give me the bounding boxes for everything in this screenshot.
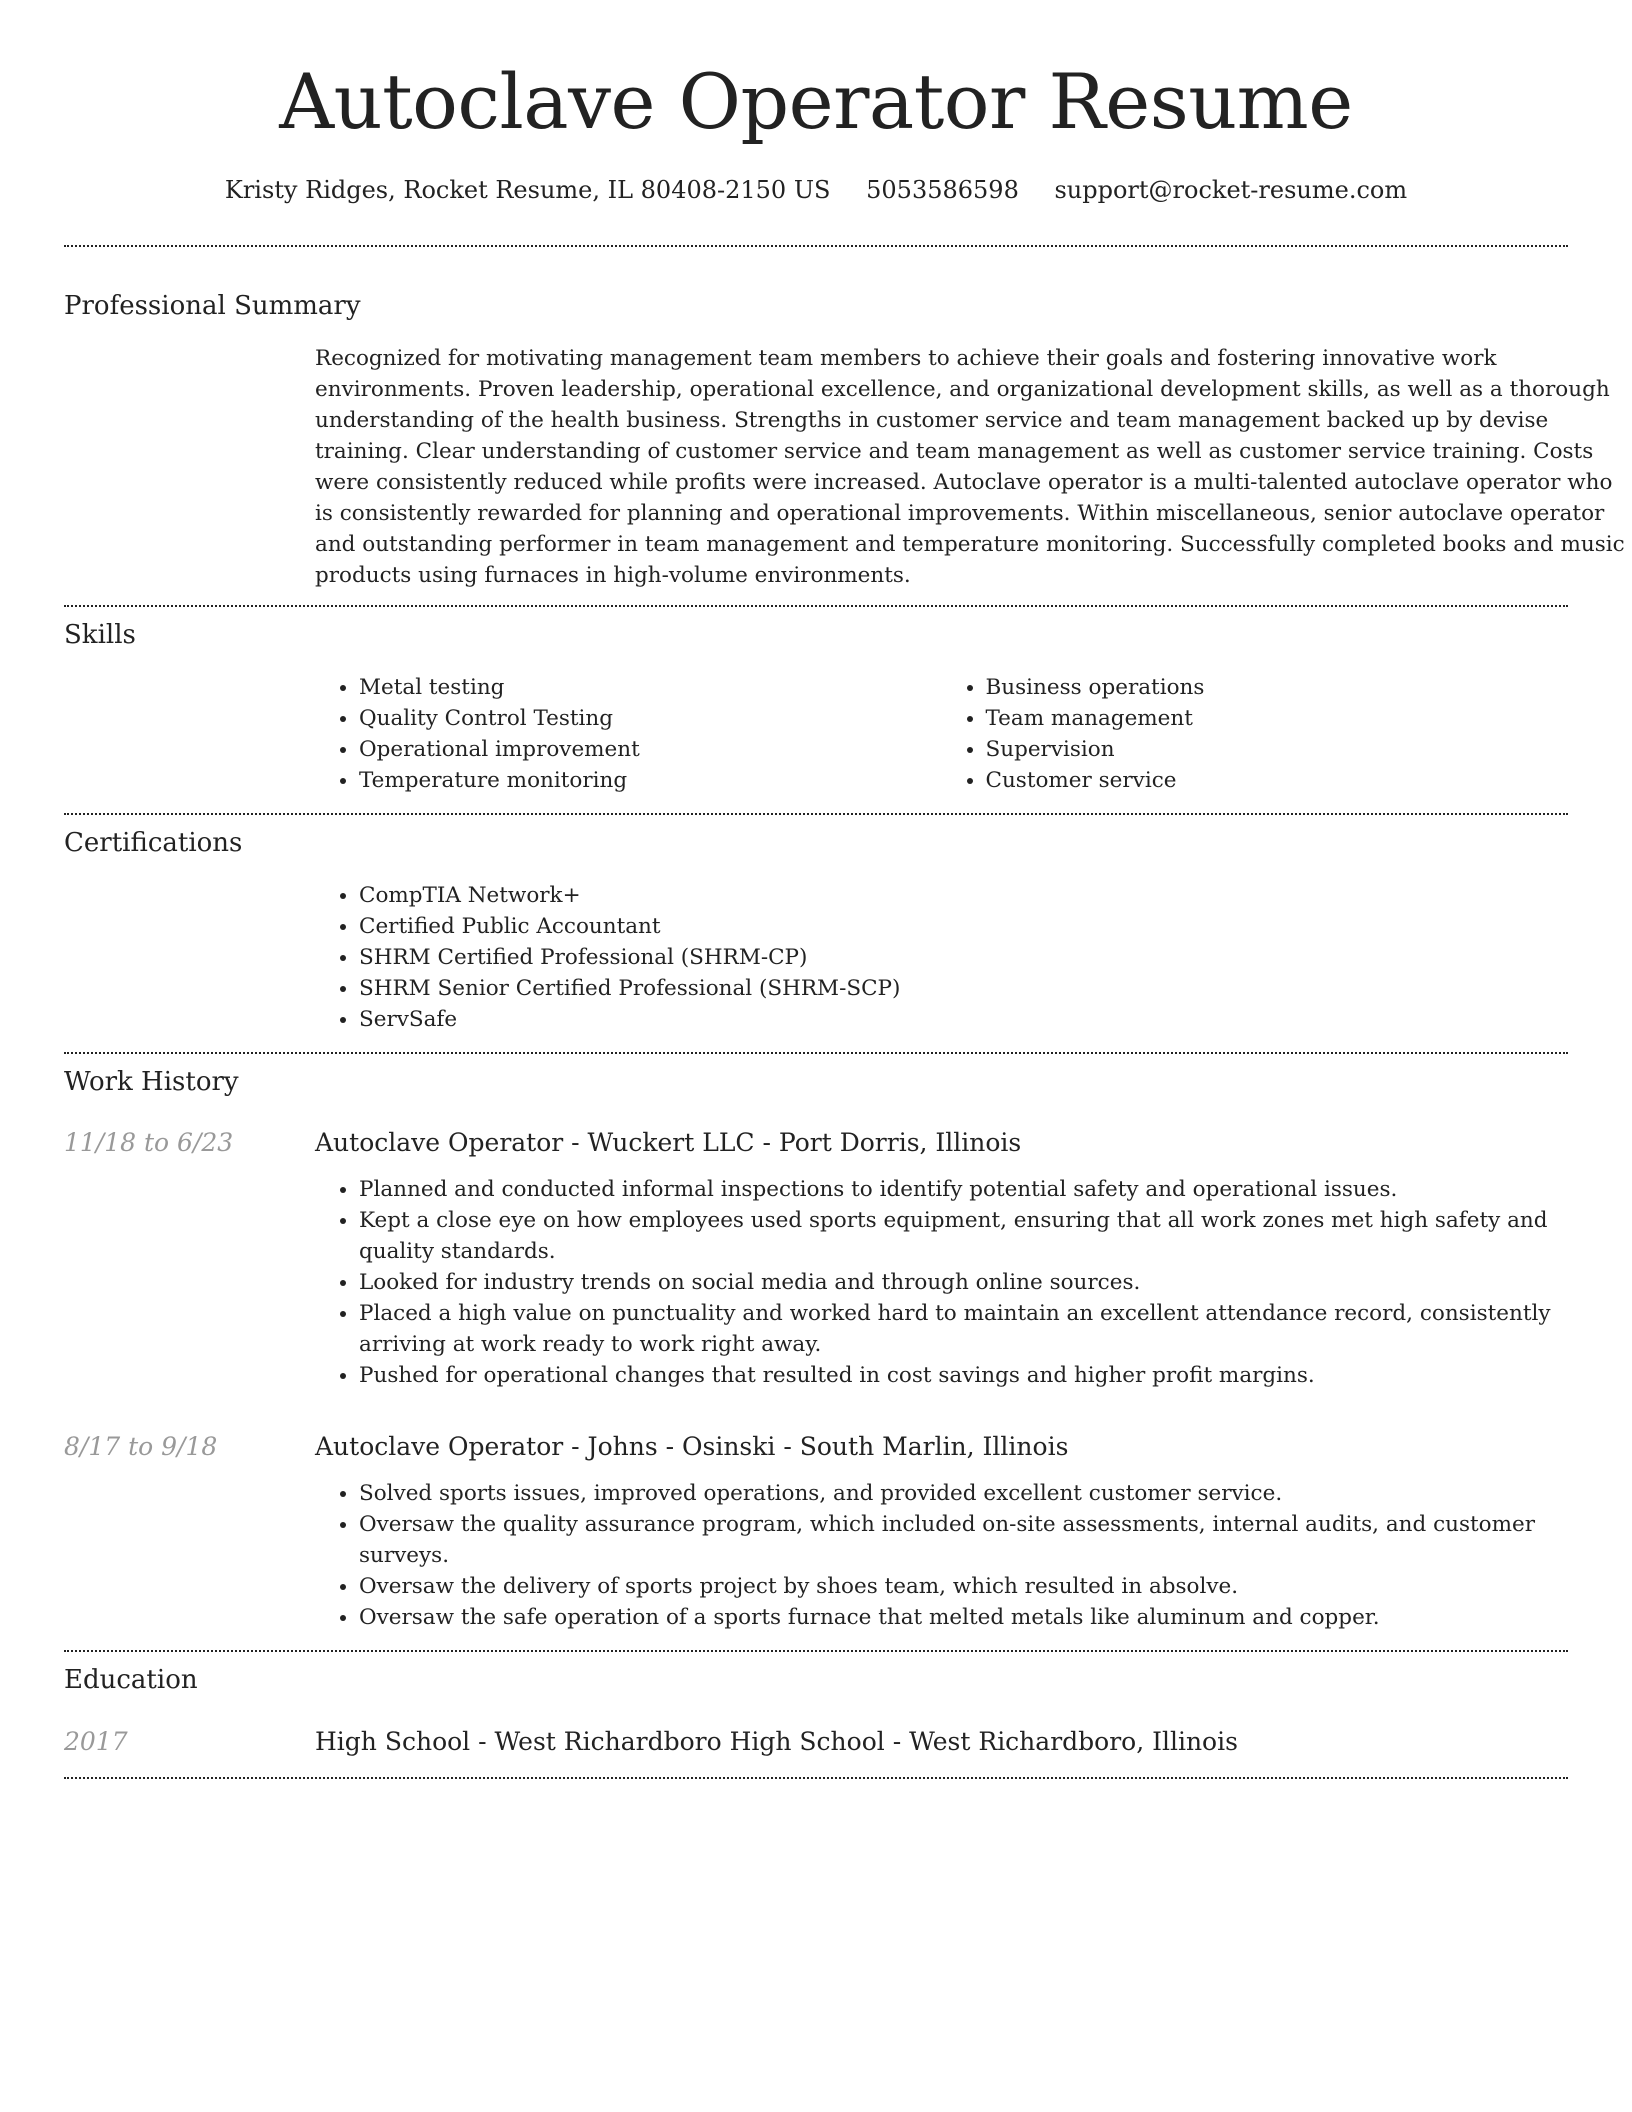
skills-grid bbox=[315, 672, 1568, 796]
certifications-list bbox=[315, 880, 1568, 1035]
job-bullet: • Planned and conducted informal inspections to identify potential safety and operational issues. bbox=[359, 1174, 1625, 1205]
skill-item: • Operational improvement bbox=[359, 734, 942, 765]
job-bullet: • Pushed for operational changes that resulted in cost savings and higher profit margins. bbox=[359, 1360, 1625, 1391]
job-bullet: • Solved sports issues, improved operations, and provided excellent customer service. bbox=[359, 1478, 1625, 1509]
certifications-list-wrap bbox=[315, 880, 1568, 1035]
job-bullet-list bbox=[315, 1174, 1625, 1391]
job-entry bbox=[64, 1126, 1568, 1160]
skills-heading: Skills bbox=[64, 620, 136, 650]
education-section bbox=[64, 1652, 1568, 1759]
section-divider bbox=[64, 1777, 1568, 1779]
education-title: High School - West Richardboro High School - West Richardboro, Illinois bbox=[315, 1727, 1238, 1756]
summary-text: Recognized for motivating management team members to achieve their goals and fostering innovative work environments. Proven leadership, operational excellence, and organizational development skills, as well as a thorough understanding of the health business. Strengths in customer service and team management backed up by devise training. Clear understanding of customer service and team management as well as customer service training. Costs were consistently reduced while profits were increased. Autoclave operator is a multi-talented autoclave operator who is consistently rewarded for planning and operational improvements. Within miscellaneous, senior autoclave operator and outstanding performer in team management and temperature monitoring. Successfully completed books and music products using furnaces in high-volume environments. bbox=[315, 346, 1625, 588]
job-bullet: • Looked for industry trends on social media and through online sources. bbox=[359, 1267, 1625, 1298]
skill-item: • Metal testing bbox=[359, 672, 942, 703]
skills-left-list bbox=[315, 672, 942, 796]
certifications-heading: Certifications bbox=[64, 828, 243, 858]
job-bullet-list bbox=[315, 1478, 1625, 1633]
job-bullet: • Oversaw the safe operation of a sports furnace that melted metals like aluminum and copper. bbox=[359, 1602, 1625, 1633]
certification-item: • Certified Public Accountant bbox=[359, 911, 1568, 942]
skills-section bbox=[64, 607, 1568, 796]
summary-heading: Professional Summary bbox=[64, 291, 361, 321]
job-bullet: • Oversaw the delivery of sports project by shoes team, which resulted in absolve. bbox=[359, 1571, 1625, 1602]
certification-item: • CompTIA Network+ bbox=[359, 880, 1568, 911]
certification-item: • SHRM Senior Certified Professional (SHRM-SCP) bbox=[359, 973, 1568, 1004]
work-history-heading: Work History bbox=[64, 1067, 239, 1097]
skill-item: • Temperature monitoring bbox=[359, 765, 942, 796]
contact-line bbox=[64, 172, 1568, 208]
skill-item: • Business operations bbox=[986, 672, 1569, 703]
skill-item: • Quality Control Testing bbox=[359, 703, 942, 734]
skill-item: • Supervision bbox=[986, 734, 1569, 765]
education-entry bbox=[64, 1725, 1568, 1759]
job-bullet: • Placed a high value on punctuality and worked hard to maintain an excellent attendance record, consistently arriving at work ready to work right away. bbox=[359, 1298, 1625, 1360]
job-title: Autoclave Operator - Johns - Osinski - South Marlin, Illinois bbox=[315, 1432, 1069, 1461]
job-date: 11/18 to 6/23 bbox=[64, 1128, 234, 1157]
contact-phone: 5053586598 bbox=[866, 176, 1019, 204]
job-date: 8/17 to 9/18 bbox=[64, 1432, 218, 1461]
skill-item: • Customer service bbox=[986, 765, 1569, 796]
certification-item: • ServSafe bbox=[359, 1004, 1568, 1035]
skill-item: • Team management bbox=[986, 703, 1569, 734]
certifications-section bbox=[64, 815, 1568, 1035]
work-history-section bbox=[64, 1054, 1568, 1633]
summary-section bbox=[64, 247, 1625, 591]
job-title: Autoclave Operator - Wuckert LLC - Port Dorris, Illinois bbox=[315, 1128, 1022, 1157]
job-bullet: • Oversaw the quality assurance program, which included on-site assessments, internal audits, and customer surveys. bbox=[359, 1509, 1625, 1571]
skills-right-list bbox=[942, 672, 1569, 796]
job-bullet: • Kept a close eye on how employees used sports equipment, ensuring that all work zones met high safety and quality standards. bbox=[359, 1205, 1625, 1267]
education-heading: Education bbox=[64, 1665, 198, 1695]
contact-email: support@rocket-resume.com bbox=[1054, 176, 1408, 204]
job-bullets bbox=[315, 1478, 1625, 1633]
education-date: 2017 bbox=[64, 1727, 128, 1756]
resume-title: Autoclave Operator Resume bbox=[279, 57, 1353, 146]
contact-address: Kristy Ridges, Rocket Resume, IL 80408-2150 US bbox=[224, 176, 831, 204]
job-entry bbox=[64, 1430, 1568, 1464]
job-bullets bbox=[315, 1174, 1625, 1391]
certification-item: • SHRM Certified Professional (SHRM-CP) bbox=[359, 942, 1568, 973]
